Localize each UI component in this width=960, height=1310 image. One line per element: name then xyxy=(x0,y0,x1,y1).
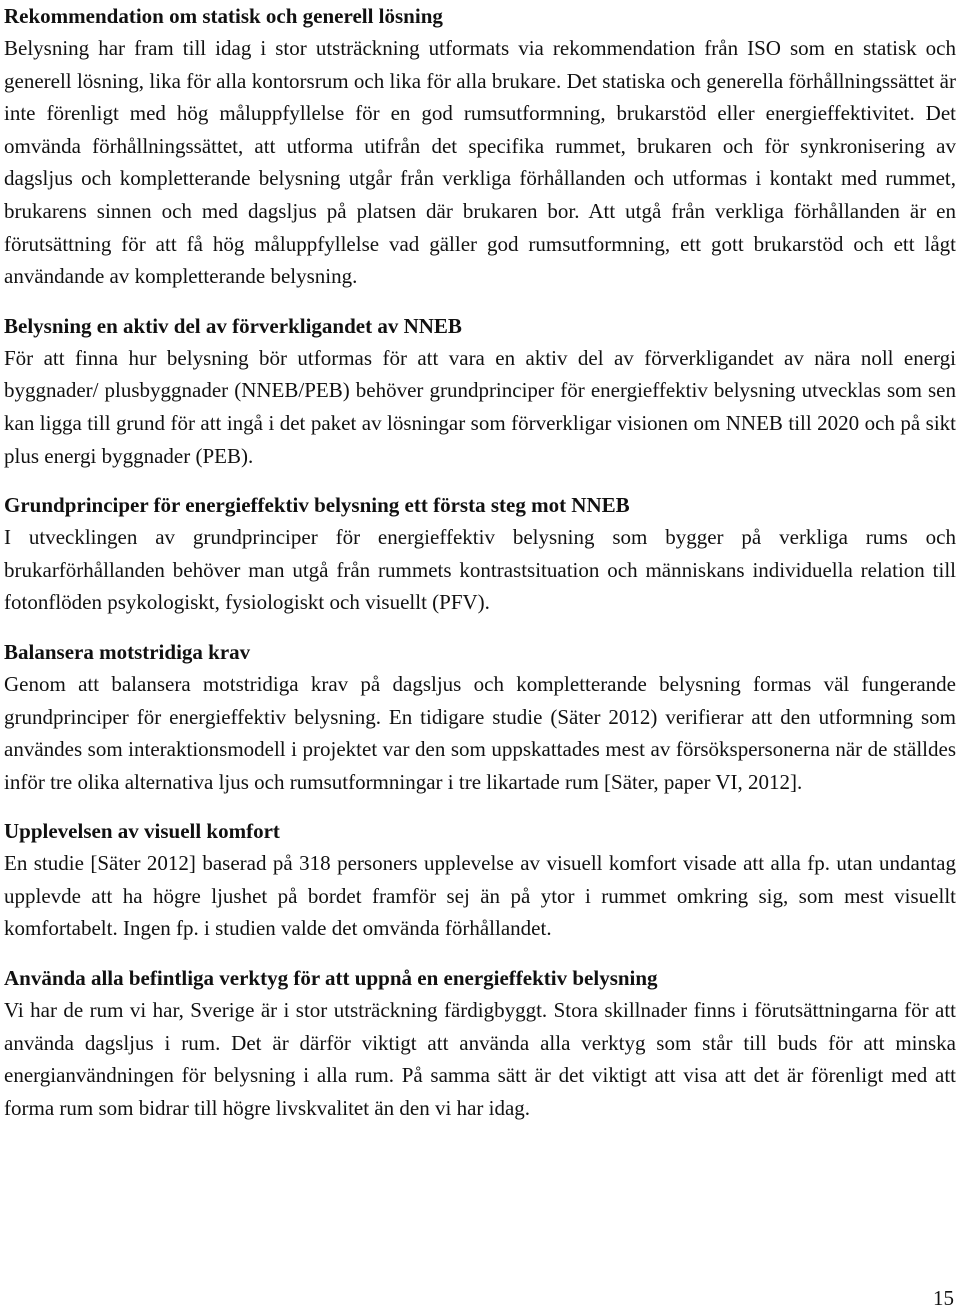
section-spacer xyxy=(4,472,956,489)
section-balansera-krav xyxy=(4,636,956,798)
section-spacer xyxy=(4,619,956,636)
section-paragraph: Vi har de rum vi har, Sverige är i stor utsträckning färdigbyggt. Stora skillnader finns i förutsättningarna för att använda dagsljus i rum. Det är därför viktigt att använda alla verktyg som står till buds för att minska energianvändningen för belysning i alla rum. På samma sätt är det viktigt att visa att det är förenligt med att forma rum som bidrar till högre livskvalitet än den vi har idag. xyxy=(4,998,956,1120)
section-spacer xyxy=(4,293,956,310)
section-paragraph: Belysning har fram till idag i stor utsträckning utformats via rekommendation från ISO som en statisk och generell lösning, lika för alla kontorsrum och lika för alla brukare. Det statiska och generella förhållningssättet är inte förenligt med hög måluppfyllelse för en god rumsutformning, brukarstöd eller energieffektivitet. Det omvända förhållningssättet, att utforma utifrån det specifika rummet, brukaren och för synkronisering av dagsljus och kompletterande belysning utgår från verkliga förhållanden och utformas i kontakt med rummet, brukarens sinnen och med dagsljus på platsen där brukaren bor. Att utgå från verkliga förhållanden är en förutsättning för att få hög måluppfyllelse vad gäller god rumsutformning, ett gott brukarstöd och ett lågt användande av kompletterande belysning. xyxy=(4,36,956,289)
section-paragraph: En studie [Säter 2012] baserad på 318 personers upplevelse av visuell komfort visade att alla fp. utan undantag upplevde att ha högre ljushet på bordet framför sej än på ytor i rummet omkring sig, som mest visuellt komfortabelt. Ingen fp. i studien valde det omvända förhållandet. xyxy=(4,851,956,941)
section-statisk-generell xyxy=(4,0,956,293)
section-heading: Balansera motstridiga krav xyxy=(4,639,251,664)
section-paragraph: Genom att balansera motstridiga krav på dagsljus och kompletterande belysning formas väl fungerande grundprinciper för energieffektiv belysning. En tidigare studie (Säter 2012) verifierar att den utformning som användes som interaktionsmodell i projektet var den som uppskattades mest av försökspersonerna när de ställdes inför tre olika alternativa ljus och rumsutformningar i tre likartade rum [Säter, paper VI, 2012]. xyxy=(4,671,956,794)
section-heading: Rekommendation om statisk och generell lösning xyxy=(4,4,443,28)
section-spacer xyxy=(4,798,956,815)
section-paragraph: I utvecklingen av grundprinciper för energieffektiv belysning som bygger på verkliga rums och brukarförhållanden behöver man utgå från rummets kontrastsituation och människans individuella relation till fotonflöden psykologiskt, fysiologiskt och visuellt (PFV). xyxy=(4,525,956,615)
section-heading: Använda alla befintliga verktyg för att uppnå en energieffektiv belysning xyxy=(4,966,658,991)
section-spacer xyxy=(4,945,956,962)
section-paragraph: För att finna hur belysning bör utformas för att vara en aktiv del av förverkligandet av nära noll energi byggnader/ plusbyggnader (NNEB/PEB) behöver grundprinciper för energieffektiv belysning utvecklas som sen kan ligga till grund för att ingå i det paket av lösningar som förverkligar visionen om NNEB till 2020 och på sikt plus energi byggnader (PEB). xyxy=(4,345,956,468)
section-heading: Belysning en aktiv del av förverkligandet av NNEB xyxy=(4,313,462,338)
page-number: 15 xyxy=(933,1286,954,1310)
section-befintliga-verktyg xyxy=(4,962,956,1124)
section-aktiv-del-nneb xyxy=(4,310,956,472)
section-grundprinciper xyxy=(4,489,956,619)
section-heading: Grundprinciper för energieffektiv belysning ett första steg mot NNEB xyxy=(4,493,630,518)
section-heading: Upplevelsen av visuell komfort xyxy=(4,819,280,844)
section-visuell-komfort xyxy=(4,815,956,945)
document-page xyxy=(4,0,956,1124)
